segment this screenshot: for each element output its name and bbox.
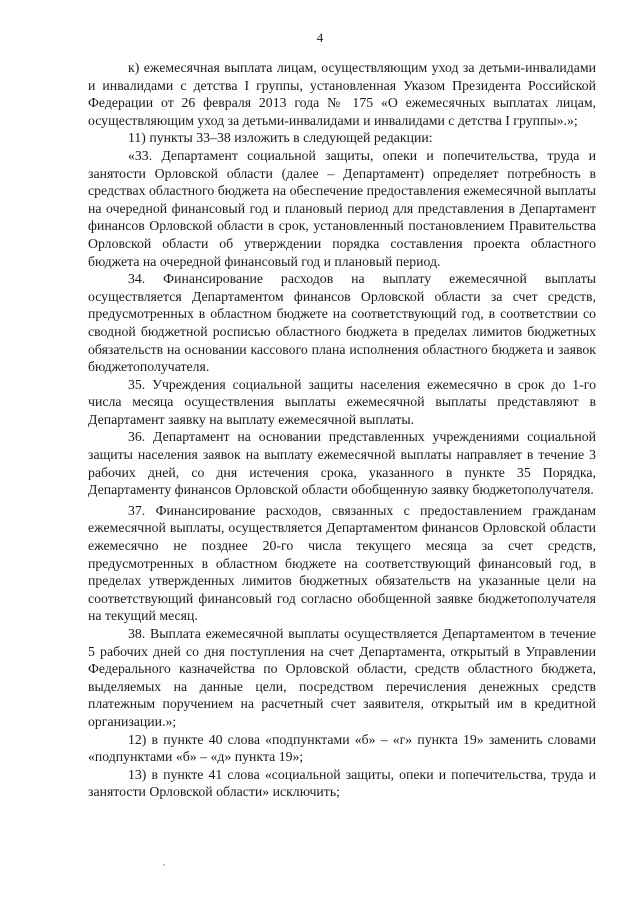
paragraph-item-13: 13) в пункте 41 слова «социальной защиты, опеки и попечительства, труда и занятости Орловской области» исключить;: [88, 766, 596, 800]
paragraph-k: к) ежемесячная выплата лицам, осуществляющим уход за детьми-инвалидами и инвалидами с детства I группы, установленная Указом Президента Российской Федерации от 26 февраля 2013 года № 175 «О ежемесячных выплатах лицам, осуществляющим уход за детьми-инвалидами и инвалидами с детства I группы».»;: [88, 60, 596, 128]
paragraph-38: 38. Выплата ежемесячной выплаты осуществляется Департаментом в течение 5 рабочих дней со дня поступления на счет Департамента, открытый в Управлении Федерального казначейства по Орловской области, средств областного бюджета, выделяемых на данные цели, посредством перечисления денежных средств платежным поручением на расчетный счет заявителя, открытый им в кредитной организации.»;: [88, 626, 596, 729]
paragraph-item-12: 12) в пункте 40 слова «подпунктами «б» – «г» пункта 19» заменить словами «подпунктами «б» – «д» пункта 19»;: [88, 731, 596, 765]
paragraph-37: 37. Финансирование расходов, связанных с предоставлением гражданам ежемесячной выплаты, осуществляется Департаментом финансов Орловской области ежемесячно не позднее 20-го числа текущего месяца за счет средств, предусмотренных в областном бюджете на соответствующий финансовый год, в пределах утвержденных лимитов бюджетных обязательств на указанные цели на соответствующий финансовый год согласно обобщенной заявке бюджетополучателя на текущий месяц.: [88, 502, 596, 624]
scan-speck: [163, 864, 165, 866]
paragraph-item-11: 11) пункты 33–38 изложить в следующей редакции:: [128, 130, 433, 146]
paragraph-33: «33. Департамент социальной защиты, опеки и попечительства, труда и занятости Орловской области (далее – Департамент) определяет потребность в средствах областного бюджета на обеспечение предоставления ежемесячной выплаты на очередной финансовый год и плановый период для представления в Департамент финансов Орловской области в срок, установленный постановлением Правительства Орловской области об утверждении порядка составления проекта областного бюджета на очередной финансовый год и плановый период.: [88, 147, 596, 269]
paragraph-36: 36. Департамент на основании представленных учреждениями социальной защиты населения заявок на выплату ежемесячной выплаты направляет в течение 3 рабочих дней, со дня истечения срока, указанного в пункте 35 Порядка, Департаменту финансов Орловской области обобщенную заявку бюджетополучателя.: [88, 429, 596, 498]
document-body: [88, 59, 596, 801]
paragraph-34: 34. Финансирование расходов на выплату ежемесячной выплаты осуществляется Департаментом финансов Орловской области за счет средств, предусмотренных в областном бюджете на соответствующий год, в соответствии со сводной бюджетной росписью областного бюджета в пределах лимитов бюджетных обязательств на основании кассового плана исполнения областного бюджета и заявок бюджетополучателя.: [88, 271, 596, 375]
page-number: 4: [316, 30, 324, 45]
paragraph-35: 35. Учреждения социальной защиты населения ежемесячно в срок до 1-го числа месяца осуществления выплаты ежемесячной выплаты представляют в Департамент заявку на выплату ежемесячной выплаты.: [88, 376, 596, 427]
